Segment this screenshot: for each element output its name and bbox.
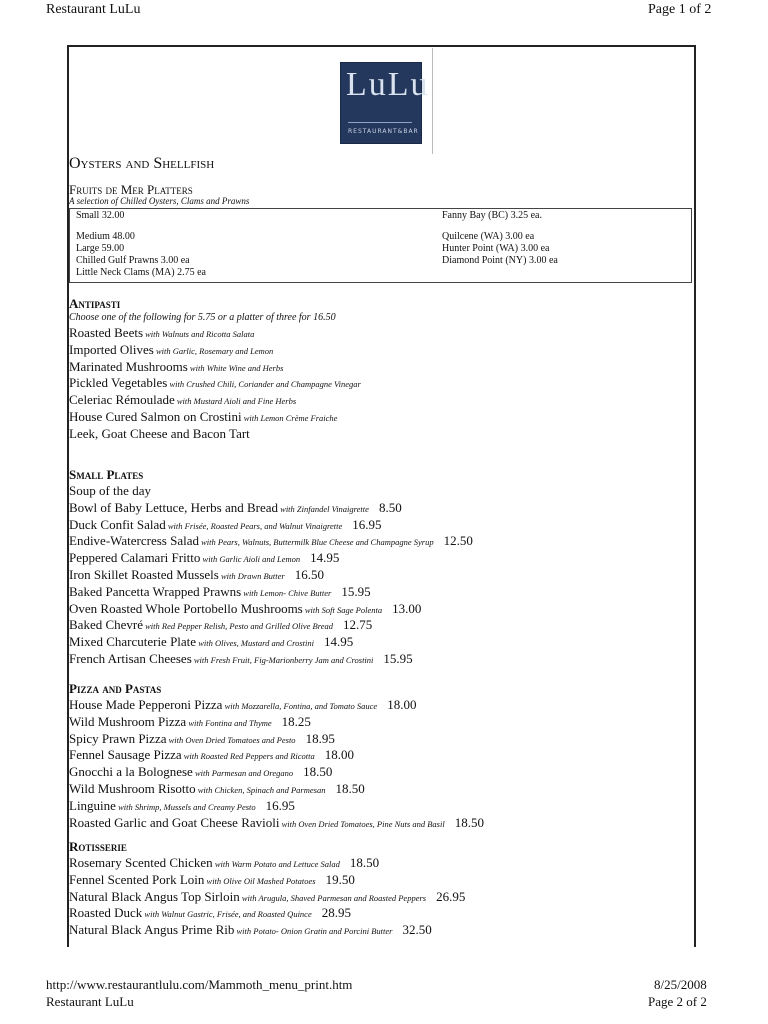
menu-item-description: with Garlic Aioli and Lemon xyxy=(200,554,301,565)
menu-item-description: with Pears, Walnuts, Buttermilk Blue Cheese and Champagne Syrup xyxy=(198,537,434,548)
menu-item xyxy=(69,905,351,922)
menu-item-description: with Chicken, Spinach and Parmesan xyxy=(195,785,326,795)
menu-item-name: Soup of the day xyxy=(69,483,151,498)
footer-page: Page 2 of 2 xyxy=(648,994,707,1009)
menu-item-price: 16.95 xyxy=(265,797,295,813)
menu-item-price: 18.25 xyxy=(281,713,311,729)
menu-item-price: 18.00 xyxy=(387,697,417,712)
footer-url[interactable]: http://www.restaurantlulu.com/Mammoth_menu_print.htm xyxy=(46,977,353,992)
small-plates-title: Small Plates xyxy=(69,467,144,482)
menu-item-description: with Fontina and Thyme xyxy=(186,717,272,728)
oyster-left-2: Medium 48.00 xyxy=(76,231,135,242)
oyster-table xyxy=(69,208,692,283)
menu-item-description: with Garlic, Rosemary and Lemon xyxy=(153,345,274,356)
menu-item-price: 13.00 xyxy=(392,600,422,616)
menu-item-price: 14.95 xyxy=(310,550,340,566)
logo-rule xyxy=(348,122,412,123)
oyster-left-5: Little Neck Clams (MA) 2.75 ea xyxy=(76,267,206,278)
menu-item xyxy=(69,601,421,618)
footer-site: Restaurant LuLu xyxy=(46,994,134,1009)
oyster-left-3: Large 59.00 xyxy=(76,243,125,254)
antipasti-intro: Choose one of the following for 5.75 or a platter of three for 16.50 xyxy=(69,312,336,323)
menu-item-name: Natural Black Angus Top Sirloin xyxy=(69,888,240,904)
menu-item-description: with Zinfandel Vinaigrette xyxy=(278,503,369,514)
menu-item xyxy=(69,375,361,392)
oyster-right-1: Fanny Bay (BC) 3.25 ea. xyxy=(442,210,542,221)
page-header-number: Page 1 of 2 xyxy=(648,2,712,17)
menu-item-price: 18.50 xyxy=(335,781,365,796)
menu-item-price: 15.95 xyxy=(341,583,371,599)
oyster-left-4: Chilled Gulf Prawns 3.00 ea xyxy=(76,255,190,266)
menu-item xyxy=(69,533,473,550)
menu-item-description: with Red Pepper Relish, Pesto and Grilled Olive Bread xyxy=(143,621,333,632)
menu-item xyxy=(69,764,332,781)
menu-item-description: with Potato- Onion Gratin and Porcini Butter xyxy=(234,926,393,937)
menu-item-name: Roasted Beets xyxy=(69,325,144,340)
menu-item xyxy=(69,855,379,872)
menu-item-name: Roasted Duck xyxy=(69,905,143,921)
menu-item-name: House Cured Salmon on Crostini xyxy=(69,409,242,424)
menu-item-name: Baked Chevré xyxy=(69,617,144,633)
menu-item-name: House Made Pepperoni Pizza xyxy=(69,697,223,712)
menu-item-price: 16.95 xyxy=(352,516,382,532)
menu-item-description: with Olives, Mustard and Crostini xyxy=(196,638,314,649)
menu-item-price: 18.00 xyxy=(324,747,355,763)
menu-item-price: 32.50 xyxy=(402,922,432,938)
menu-item-price: 8.50 xyxy=(378,499,402,515)
menu-item-price: 12.75 xyxy=(342,617,373,633)
antipasti-title: Antipasti xyxy=(69,296,121,311)
menu-item xyxy=(69,359,283,376)
logo-divider xyxy=(432,48,433,154)
menu-item-name: Celeriac Rémoulade xyxy=(69,392,175,408)
menu-item-name: Spicy Prawn Pizza xyxy=(69,730,167,746)
menu-item-description: with Warm Potato and Lettuce Salad xyxy=(212,859,340,869)
menu-item xyxy=(69,731,335,748)
rotisserie-title: Rotisserie xyxy=(69,839,127,854)
menu-item xyxy=(69,889,465,906)
menu-item-name: Wild Mushroom Pizza xyxy=(69,713,187,729)
menu-item xyxy=(69,325,254,342)
oyster-left-1: Small 32.00 xyxy=(76,210,125,221)
menu-item-name: Linguine xyxy=(69,797,116,813)
menu-item xyxy=(69,567,324,584)
menu-item xyxy=(69,714,311,731)
logo-subtitle: RESTAURANT&BAR xyxy=(348,128,419,135)
oyster-right-3: Hunter Point (WA) 3.00 ea xyxy=(442,243,550,254)
menu-item-description: with Lemon- Chive Butter xyxy=(241,587,332,598)
menu-item xyxy=(69,483,151,499)
menu-item-name: Mixed Charcuterie Plate xyxy=(69,634,197,650)
menu-item xyxy=(69,550,339,567)
menu-item-description: with Fresh Fruit, Fig-Marionberry Jam and Crostini xyxy=(191,655,374,665)
menu-item xyxy=(69,584,371,601)
menu-item-name: Baked Pancetta Wrapped Prawns xyxy=(69,583,242,599)
menu-item xyxy=(69,815,484,832)
menu-item xyxy=(69,342,273,359)
menu-item xyxy=(69,697,416,714)
menu-item-description: with Oven Dried Tomatoes and Pesto xyxy=(166,734,296,745)
menu-item-description: with Lemon Crème Fraiche xyxy=(241,413,338,423)
menu-item-description: with Frisée, Roasted Pears, and Walnut Vinaigrette xyxy=(165,520,343,531)
menu-item xyxy=(69,781,365,798)
menu-item-description: with Mozzarella, Fontina, and Tomato Sauce xyxy=(222,701,378,711)
menu-item-description: with Olive Oil Mashed Potatoes xyxy=(204,875,316,886)
menu-item-description: with Arugula, Shaved Parmesan and Roasted Peppers xyxy=(239,892,427,903)
platters-intro: A selection of Chilled Oysters, Clams and Prawns xyxy=(69,196,250,206)
menu-item-description: with Roasted Red Peppers and Ricotta xyxy=(181,751,315,762)
menu-item-price: 18.50 xyxy=(349,855,380,870)
lulu-logo xyxy=(340,62,430,144)
menu-item-name: Fennel Scented Pork Loin xyxy=(69,871,205,887)
menu-item-description: with Oven Dried Tomatoes, Pine Nuts and Basil xyxy=(279,818,445,829)
menu-item-description: with Parmesan and Oregano xyxy=(192,768,294,779)
menu-item-name: Marinated Mushrooms xyxy=(69,358,188,374)
menu-item-name: Rosemary Scented Chicken xyxy=(69,855,213,870)
menu-item-name: Leek, Goat Cheese and Bacon Tart xyxy=(69,425,250,441)
menu-item xyxy=(69,409,337,426)
menu-item-description: with Soft Sage Polenta xyxy=(302,604,383,615)
menu-item-description: with Walnuts and Ricotta Salata xyxy=(143,329,255,339)
menu-item-price: 16.50 xyxy=(294,567,324,582)
menu-item-name: Roasted Garlic and Goat Cheese Ravioli xyxy=(69,814,280,830)
menu-item xyxy=(69,651,413,668)
menu-item-name: Iron Skillet Roasted Mussels xyxy=(69,567,219,582)
menu-item-name: Bowl of Baby Lettuce, Herbs and Bread xyxy=(69,499,279,515)
menu-item-name: Imported Olives xyxy=(69,341,154,357)
menu-item xyxy=(69,500,402,517)
menu-item xyxy=(69,747,354,764)
menu-item-description: with Walnut Gastric, Frisée, and Roasted Quince xyxy=(142,909,312,920)
menu-item-price: 26.95 xyxy=(436,888,466,904)
menu-item-name: Duck Confit Salad xyxy=(69,516,166,532)
menu-item xyxy=(69,517,382,534)
menu-item-name: Natural Black Angus Prime Rib xyxy=(69,922,235,938)
menu-item xyxy=(69,872,355,889)
menu-item-price: 15.95 xyxy=(383,651,413,666)
menu-item-price: 28.95 xyxy=(321,905,351,921)
menu-item-name: French Artisan Cheeses xyxy=(69,651,192,666)
menu-item-description: with Crushed Chili, Coriander and Champagne Vinegar xyxy=(167,379,361,390)
menu-item xyxy=(69,798,295,815)
footer-date: 8/25/2008 xyxy=(654,977,707,992)
menu-item-price: 19.50 xyxy=(325,871,355,887)
logo-wordmark: LuLu xyxy=(346,66,430,103)
oyster-right-2: Quilcene (WA) 3.00 ea xyxy=(442,231,535,242)
menu-item-name: Wild Mushroom Risotto xyxy=(69,781,196,796)
menu-item-description: with Drawn Butter xyxy=(218,571,285,581)
menu-item-name: Peppered Calamari Fritto xyxy=(69,550,201,566)
menu-item-price: 18.95 xyxy=(305,730,335,746)
menu-item-name: Endive-Watercress Salad xyxy=(69,533,199,549)
menu-item-name: Oven Roasted Whole Portobello Mushrooms xyxy=(69,600,303,616)
menu-item xyxy=(69,634,353,651)
menu-item-price: 12.50 xyxy=(443,533,473,549)
menu-item xyxy=(69,392,296,409)
platters-subtitle: Fruits de Mer Platters xyxy=(69,182,193,197)
menu-item-description: with White Wine and Herbs xyxy=(187,362,284,373)
menu-item-description: with Shrimp, Mussels and Creamy Pesto xyxy=(115,801,256,812)
oyster-right-4: Diamond Point (NY) 3.00 ea xyxy=(442,255,558,266)
menu-item xyxy=(69,617,372,634)
menu-item xyxy=(69,922,432,939)
menu-item-price: 14.95 xyxy=(323,634,354,650)
page-header-site: Restaurant LuLu xyxy=(46,2,141,17)
menu-item-name: Fennel Sausage Pizza xyxy=(69,747,182,763)
menu-item-name: Gnocchi a la Bolognese xyxy=(69,764,193,780)
pizza-title: Pizza and Pastas xyxy=(69,681,162,696)
oysters-title: Oysters and Shellfish xyxy=(69,155,215,172)
menu-item-name: Pickled Vegetables xyxy=(69,375,168,391)
menu-item-price: 18.50 xyxy=(303,764,333,780)
menu-item xyxy=(69,426,250,442)
menu-item-price: 18.50 xyxy=(454,814,484,830)
menu-item-description: with Mustard Aioli and Fine Herbs xyxy=(174,396,297,407)
